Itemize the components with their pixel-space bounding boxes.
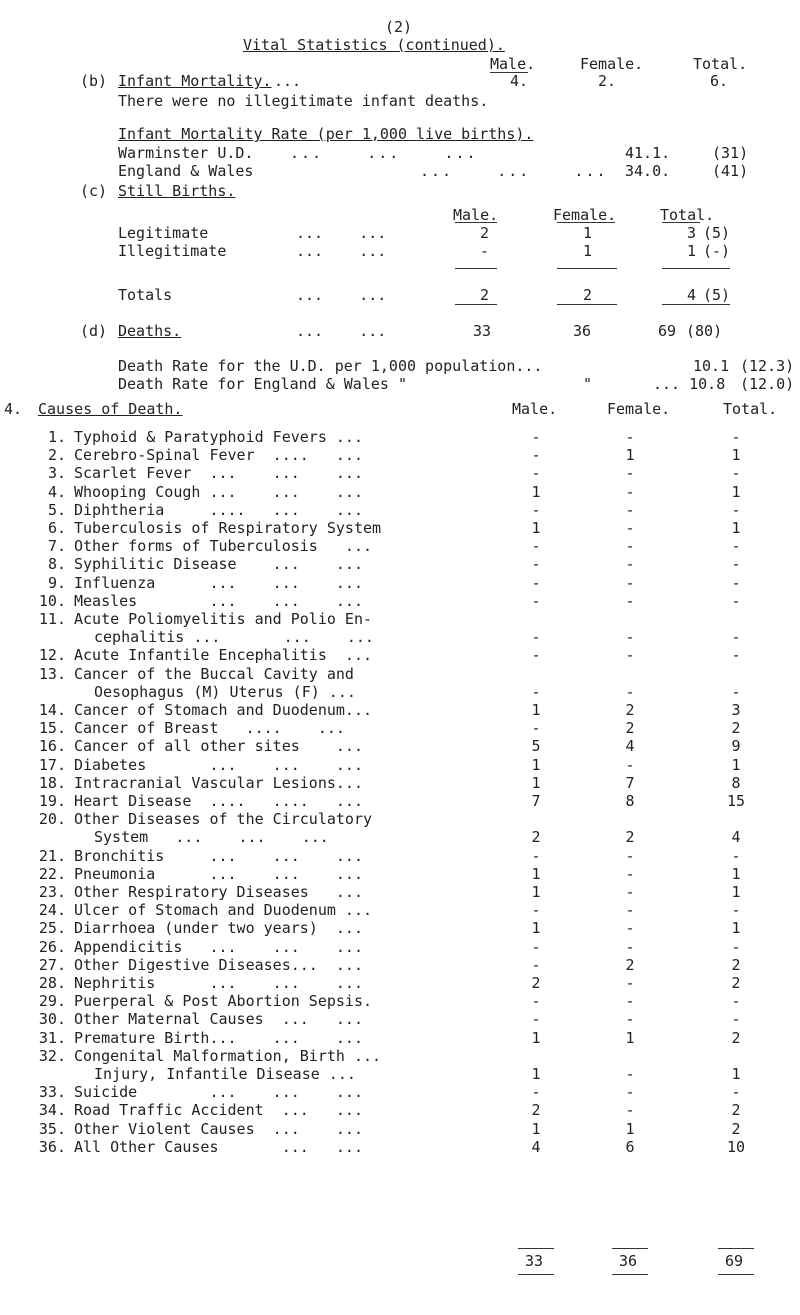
cell-total: 2: [731, 955, 741, 974]
cell-total: 4: [731, 828, 741, 847]
cell-female: 1: [583, 224, 593, 242]
cell-female: 1: [625, 1028, 635, 1047]
cell-total: -: [731, 591, 741, 610]
cell-female: 2: [625, 828, 635, 847]
cell-total: 10: [726, 1137, 746, 1156]
cause-number: 26.: [38, 937, 66, 956]
cell-female: -: [625, 919, 635, 938]
cell-female: -: [625, 537, 635, 556]
cell-total: -: [731, 937, 741, 956]
death-rate-prev: (12.3): [740, 357, 795, 375]
cell-total: 1: [731, 446, 741, 465]
cause-number: 31.: [38, 1028, 66, 1047]
cell-female: 2: [625, 955, 635, 974]
total-female: 36: [619, 1252, 638, 1270]
cause-label-cont: Oesophagus (M) Uterus (F) ...: [94, 682, 356, 701]
page-number: (2): [385, 18, 413, 36]
cell-female: 1: [625, 446, 635, 465]
cause-label: Other Violent Causes ... ...: [74, 1119, 363, 1138]
rate-value: 41.1.: [625, 144, 671, 162]
cell-male: 7: [531, 792, 541, 810]
cell-total: 2: [731, 974, 741, 992]
cause-number: 13.: [38, 664, 66, 683]
cell-male: 1: [531, 919, 541, 938]
cell-total: -: [731, 992, 741, 1011]
cell-male: -: [531, 937, 541, 956]
cell-female: -: [625, 573, 635, 592]
cause-number: 23.: [38, 883, 66, 901]
cell-male: 1: [531, 1028, 541, 1047]
cell-total: 1: [731, 519, 741, 537]
cause-number: 10.: [38, 591, 66, 610]
cell-female: 6: [625, 1137, 635, 1156]
cell-male: -: [531, 682, 541, 701]
cell-male: 1: [531, 482, 541, 501]
cause-label: Pneumonia ... ... ...: [74, 864, 363, 883]
cause-label: Cancer of all other sites ...: [74, 737, 363, 756]
cell-total: 1: [731, 1065, 741, 1083]
cell-total: 1: [687, 242, 697, 260]
cause-number: 6.: [47, 519, 66, 537]
cell-male: -: [531, 719, 541, 738]
cause-number: 9.: [47, 573, 66, 592]
cell-total: 2: [731, 1028, 741, 1047]
cause-label: Cerebro-Spinal Fever .... ...: [74, 446, 363, 465]
section-heading: Deaths.: [118, 322, 182, 340]
cell-female: -: [625, 1010, 635, 1029]
cause-number: 17.: [38, 755, 66, 774]
cell-prev: (5): [703, 224, 731, 242]
cause-number: 29.: [38, 992, 66, 1011]
dot-leader: ... ...: [296, 242, 387, 260]
cause-number: 19.: [38, 792, 66, 810]
ditto-mark: ": [583, 375, 593, 393]
col-female: Female.: [580, 55, 644, 73]
cell-total: -: [731, 628, 741, 647]
cause-number: 28.: [38, 974, 66, 992]
section-label: (d): [80, 322, 108, 340]
cause-label: Influenza ... ... ...: [74, 573, 363, 592]
cell-total: -: [731, 464, 741, 483]
cell-male: 1: [531, 864, 541, 883]
cause-label: Typhoid & Paratyphoid Fevers ...: [74, 428, 363, 446]
cell-male: -: [480, 242, 490, 260]
cause-label: Ulcer of Stomach and Duodenum ...: [74, 901, 373, 920]
cause-label: Other Respiratory Diseases ...: [74, 883, 363, 901]
deaths-male: 33: [473, 322, 492, 340]
cause-number: 14.: [38, 701, 66, 719]
cell-male: -: [531, 992, 541, 1011]
cell-total: -: [731, 682, 741, 701]
cause-label: Other Maternal Causes ... ...: [74, 1010, 363, 1029]
cell-male: 4: [531, 1137, 541, 1156]
dot-leader: ... ...: [296, 322, 387, 340]
cell-female: 2: [625, 701, 635, 719]
cell-total: 2: [731, 1119, 741, 1138]
col-female: Female.: [553, 206, 617, 224]
cell-male: -: [531, 591, 541, 610]
rate-heading: Infant Mortality Rate (per 1,000 live births).: [118, 125, 534, 143]
cell-female: -: [625, 901, 635, 920]
cause-number: 25.: [38, 919, 66, 938]
cell-female: 7: [625, 773, 635, 792]
cell-female: -: [625, 682, 635, 701]
cell-female: 8: [625, 792, 635, 810]
cell-female: 1: [625, 1119, 635, 1138]
cell-total: 1: [731, 482, 741, 501]
section-label: 4.: [4, 400, 23, 418]
cause-label: Suicide ... ... ...: [74, 1083, 363, 1102]
col-total: Total.: [693, 55, 748, 73]
cause-label: All Other Causes ... ...: [74, 1137, 363, 1156]
cell-total: 9: [731, 737, 741, 756]
section-label: (c): [80, 182, 108, 200]
cell-total: -: [731, 1010, 741, 1029]
death-rate-text: Death Rate for the U.D. per 1,000 population...: [118, 357, 543, 375]
cell-prev: (-): [703, 242, 731, 260]
cause-number: 20.: [38, 810, 66, 829]
cause-number: 4.: [47, 482, 66, 501]
cell-male: 2: [480, 224, 490, 242]
rate-value: 34.0.: [625, 162, 671, 180]
cause-label: Intracranial Vascular Lesions...: [74, 773, 363, 792]
cause-number: 1.: [47, 428, 66, 446]
rate-prev: (41): [712, 162, 749, 180]
infant-female: 2.: [598, 72, 617, 90]
cell-total: 8: [731, 773, 741, 792]
cause-label-cont: cephalitis ... ... ...: [94, 628, 374, 647]
cell-female: -: [625, 992, 635, 1011]
cause-label: Diarrhoea (under two years) ...: [74, 919, 363, 938]
cell-male: 1: [531, 755, 541, 774]
cause-label: Congenital Malformation, Birth ...: [74, 1046, 382, 1065]
total-prev: (5): [703, 286, 731, 304]
cause-label: Scarlet Fever ... ... ...: [74, 464, 363, 483]
cell-female: -: [625, 1083, 635, 1102]
cell-male: -: [531, 537, 541, 556]
cell-female: -: [625, 482, 635, 501]
cause-label: Syphilitic Disease ... ...: [74, 555, 363, 574]
cause-number: 22.: [38, 864, 66, 883]
cause-number: 2.: [47, 446, 66, 465]
death-rate-value: ... 10.8: [653, 375, 726, 393]
cell-female: -: [625, 464, 635, 483]
total-male: 33: [525, 1252, 544, 1270]
cell-total: 1: [731, 755, 741, 774]
cause-label: Cancer of the Buccal Cavity and: [74, 664, 354, 683]
col-total: Total.: [723, 400, 778, 418]
cause-label: Bronchitis ... ... ...: [74, 846, 363, 865]
total-male: 2: [480, 286, 490, 304]
cell-female: -: [625, 646, 635, 665]
cell-female: -: [625, 555, 635, 574]
cell-total: 3: [687, 224, 697, 242]
section-heading: Causes of Death.: [38, 400, 183, 418]
deaths-prev: (80): [686, 322, 723, 340]
cell-male: 1: [531, 701, 541, 719]
cause-label: Puerperal & Post Abortion Sepsis.: [74, 992, 373, 1011]
cause-label: Appendicitis ... ... ...: [74, 937, 363, 956]
cell-male: 5: [531, 737, 541, 756]
cell-male: 1: [531, 519, 541, 537]
cause-label: Cancer of Breast .... ...: [74, 719, 345, 738]
cell-male: 2: [531, 974, 541, 992]
cause-number: 3.: [47, 464, 66, 483]
cause-label: Whooping Cough ... ... ...: [74, 482, 363, 501]
cause-label: Acute Poliomyelitis and Polio En-: [74, 610, 373, 628]
col-male: Male.: [490, 55, 536, 73]
cause-number: 33.: [38, 1083, 66, 1102]
cause-number: 18.: [38, 773, 66, 792]
cell-total: -: [731, 646, 741, 665]
deaths-female: 36: [573, 322, 592, 340]
rate-prev: (31): [712, 144, 749, 162]
cell-male: -: [531, 955, 541, 974]
cell-male: 1: [531, 1065, 541, 1083]
cell-total: 1: [731, 883, 741, 901]
cause-label: Heart Disease .... .... ...: [74, 792, 363, 810]
cause-number: 15.: [38, 719, 66, 738]
cell-male: -: [531, 1010, 541, 1029]
cause-label: Measles ... ... ...: [74, 591, 363, 610]
cause-number: 8.: [47, 555, 66, 574]
cause-label: Other Digestive Diseases... ...: [74, 955, 363, 974]
cell-total: -: [731, 555, 741, 574]
cell-total: 1: [731, 919, 741, 938]
cause-number: 35.: [38, 1119, 66, 1138]
col-female: Female.: [607, 400, 671, 418]
cell-male: 1: [531, 883, 541, 901]
cell-male: -: [531, 428, 541, 446]
cell-total: -: [731, 901, 741, 920]
cell-female: -: [625, 519, 635, 537]
cell-male: 1: [531, 773, 541, 792]
cell-female: -: [625, 500, 635, 519]
cause-number: 27.: [38, 955, 66, 974]
rate-label: England & Wales: [118, 162, 254, 180]
cause-label: Other forms of Tuberculosis ...: [74, 537, 373, 556]
deaths-total: 69: [658, 322, 677, 340]
col-male: Male.: [512, 400, 558, 418]
cell-male: 1: [531, 1119, 541, 1138]
cell-total: 1: [731, 864, 741, 883]
cell-female: -: [625, 591, 635, 610]
cause-label: Diphtheria .... ... ...: [74, 500, 363, 519]
total-total: 69: [725, 1252, 744, 1270]
cause-number: 30.: [38, 1010, 66, 1029]
cause-number: 32.: [38, 1046, 66, 1065]
cell-male: -: [531, 646, 541, 665]
cell-female: 1: [583, 242, 593, 260]
section-label: (b): [80, 72, 108, 90]
cell-female: -: [625, 846, 635, 865]
cell-female: -: [625, 1101, 635, 1120]
total-total: 4: [687, 286, 697, 304]
cell-male: -: [531, 628, 541, 647]
cell-total: -: [731, 500, 741, 519]
cause-label: Diabetes ... ... ...: [74, 755, 363, 774]
cause-number: 21.: [38, 846, 66, 865]
dot-leader: ...: [274, 72, 302, 90]
cause-label: Premature Birth... ... ...: [74, 1028, 363, 1047]
death-rate-value: 10.1: [693, 357, 730, 375]
cell-total: 2: [731, 719, 741, 738]
cell-female: 4: [625, 737, 635, 756]
cell-female: -: [625, 937, 635, 956]
cell-total: -: [731, 428, 741, 446]
cause-number: 24.: [38, 901, 66, 920]
cell-female: -: [625, 883, 635, 901]
cause-number: 11.: [38, 610, 66, 628]
infant-male: 4.: [510, 72, 529, 90]
death-rate-prev: (12.0): [740, 375, 795, 393]
cell-female: -: [625, 1065, 635, 1083]
cause-number: 7.: [47, 537, 66, 556]
death-rate-text: Death Rate for England & Wales ": [118, 375, 407, 393]
cause-label: Cancer of Stomach and Duodenum...: [74, 701, 373, 719]
cell-male: -: [531, 901, 541, 920]
cell-female: -: [625, 864, 635, 883]
cell-male: -: [531, 500, 541, 519]
cause-label: Other Diseases of the Circulatory: [74, 810, 373, 829]
cause-number: 5.: [47, 500, 66, 519]
cell-male: -: [531, 1083, 541, 1102]
cell-total: 15: [726, 792, 746, 810]
rate-label: Warminster U.D.: [118, 144, 254, 162]
row-label: Illegitimate: [118, 242, 227, 260]
page-title: Vital Statistics (continued).: [243, 36, 505, 54]
cell-female: -: [625, 628, 635, 647]
cause-label-cont: System ... ... ...: [94, 828, 329, 847]
cell-total: -: [731, 846, 741, 865]
dot-leader: ... ... ...: [290, 144, 478, 162]
section-heading: Still Births.: [118, 182, 236, 200]
cause-label: Tuberculosis of Respiratory System: [74, 519, 382, 537]
cell-male: -: [531, 464, 541, 483]
section-heading: Infant Mortality.: [118, 72, 272, 90]
cell-total: -: [731, 1083, 741, 1102]
dot-leader: ... ... ...: [420, 162, 608, 180]
cell-female: -: [625, 755, 635, 774]
cause-number: 12.: [38, 646, 66, 665]
cell-male: -: [531, 555, 541, 574]
cell-male: -: [531, 846, 541, 865]
cause-number: 36.: [38, 1137, 66, 1156]
cause-label: Nephritis ... ... ...: [74, 974, 363, 992]
cause-number: 34.: [38, 1101, 66, 1120]
cell-female: -: [625, 974, 635, 992]
col-total: Total.: [660, 206, 715, 224]
cell-total: -: [731, 537, 741, 556]
cell-male: -: [531, 573, 541, 592]
cell-total: -: [731, 573, 741, 592]
cell-male: -: [531, 446, 541, 465]
cell-male: 2: [531, 1101, 541, 1120]
cause-label: Road Traffic Accident ... ...: [74, 1101, 363, 1120]
total-female: 2: [583, 286, 593, 304]
cell-female: -: [625, 428, 635, 446]
cause-number: 16.: [38, 737, 66, 756]
dot-leader: ... ...: [296, 286, 387, 304]
dot-leader: ... ...: [296, 224, 387, 242]
infant-total: 6.: [710, 72, 729, 90]
infant-note: There were no illegitimate infant deaths.: [118, 92, 489, 110]
cause-label: Acute Infantile Encephalitis ...: [74, 646, 373, 665]
cell-total: 2: [731, 1101, 741, 1120]
cell-female: 2: [625, 719, 635, 738]
cell-male: 2: [531, 828, 541, 847]
col-male: Male.: [453, 206, 499, 224]
cell-total: 3: [731, 701, 741, 719]
cause-label-cont: Injury, Infantile Disease ...: [94, 1065, 356, 1083]
row-label: Legitimate: [118, 224, 209, 242]
totals-label: Totals: [118, 286, 173, 304]
